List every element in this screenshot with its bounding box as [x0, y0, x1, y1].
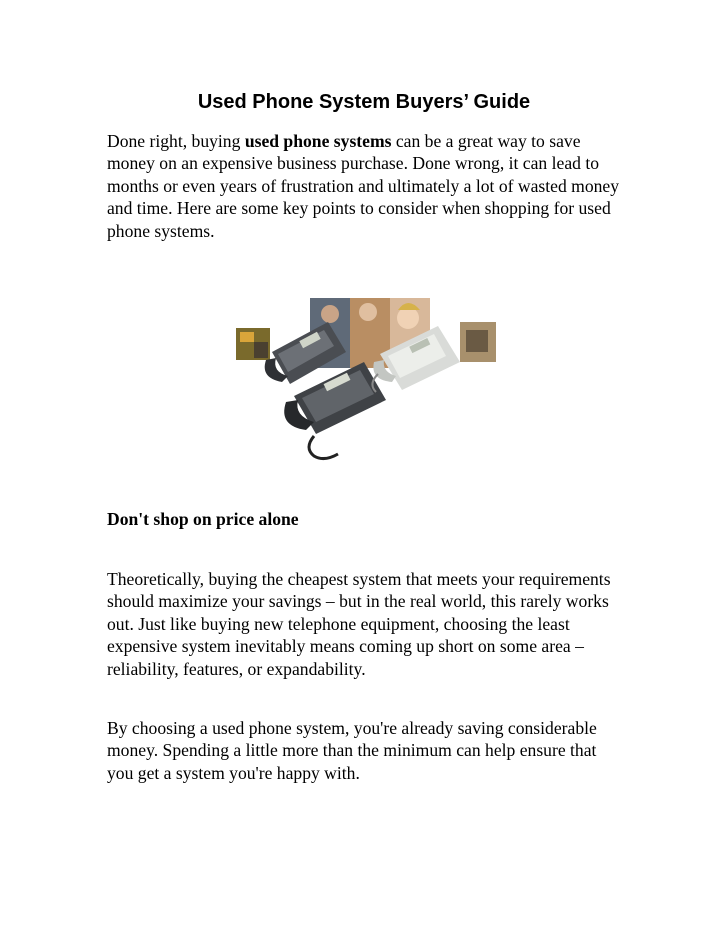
intro-bold-link-text: used phone systems: [244, 131, 392, 151]
phone-collage-image: [228, 292, 500, 462]
intro-text-before: Done right, buying: [107, 131, 245, 151]
intro-paragraph: [107, 130, 627, 242]
intro-text-after: can be a great way to save money on an expensive business purchase. Done wrong, it can lead to months or even years of frustration and ultimately a lot of wasted money and time. Here are some key points to consider when shopping for used phone systems.: [107, 131, 620, 241]
body-paragraph-2: By choosing a used phone system, you're already saving considerable money. Spending a little more than the minimum can help ensure that you get a system you're happy with.: [107, 718, 597, 783]
section-heading: Don't shop on price alone: [107, 509, 299, 529]
body-paragraph-1: Theoretically, buying the cheapest system that meets your requirements should maximize your savings – but in the real world, this rarely works out. Just like buying new telephone equipment, choosing the least expensive system inevitably means coming up short on some area – reliability, features, or expandability.: [107, 569, 611, 679]
document-title: Used Phone System Buyers’ Guide: [197, 91, 531, 113]
